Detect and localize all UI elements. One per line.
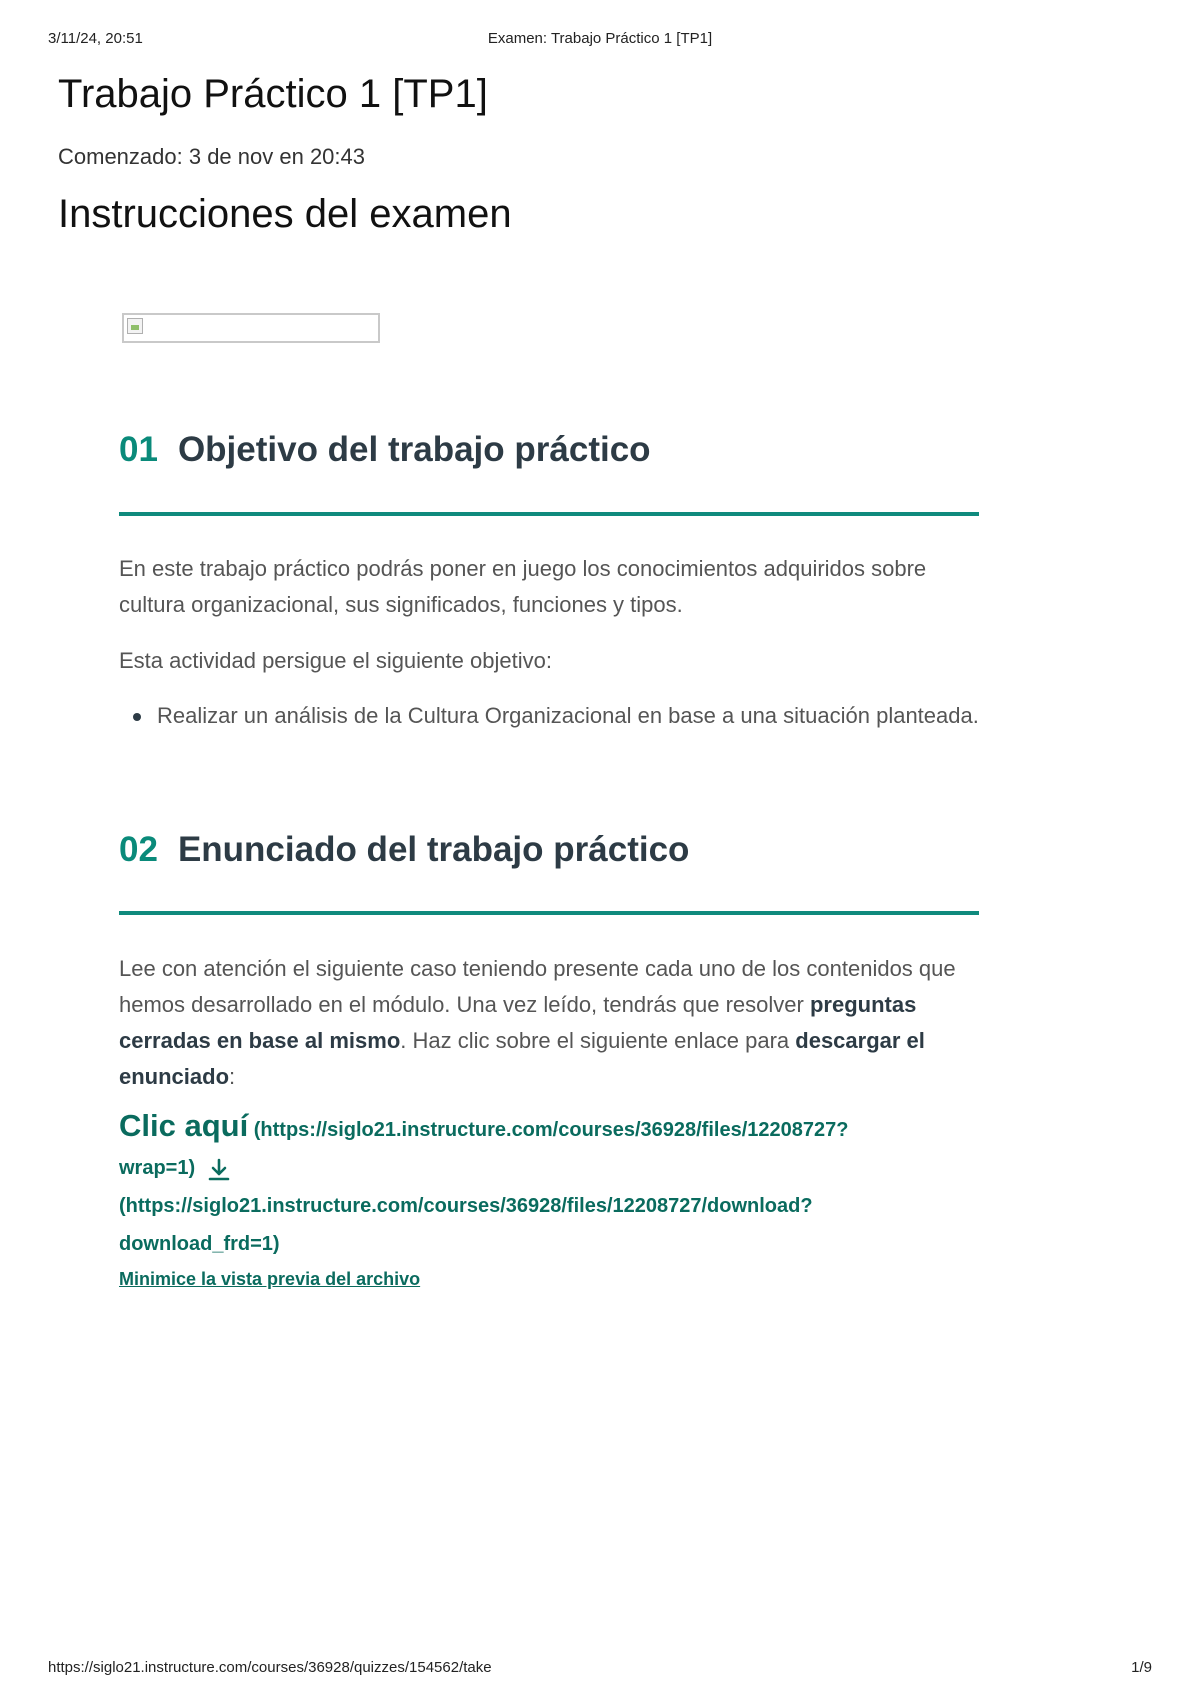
objective-list <box>119 698 979 734</box>
section-number: 02 <box>119 830 158 869</box>
section-title: Objetivo del trabajo práctico <box>177 430 651 469</box>
download-icon[interactable] <box>206 1157 232 1183</box>
broken-image-placeholder <box>122 313 380 343</box>
minimize-preview-link[interactable]: Minimice la vista previa del archivo <box>119 1269 421 1289</box>
print-footer <box>48 1659 1152 1681</box>
print-date: 3/11/24, 20:51 <box>48 30 143 47</box>
file-url-link[interactable]: (https://siglo21.instructure.com/courses/36928/files/12208727? <box>248 1119 849 1141</box>
section-divider <box>119 911 979 915</box>
page-number: 1/9 <box>1131 1659 1152 1676</box>
print-header <box>48 30 1152 52</box>
bold-closed-questions: preguntas cerradas en base al mismo <box>119 992 917 1053</box>
print-url: https://siglo21.instructure.com/courses/36928/quizzes/154562/take <box>48 1659 492 1676</box>
download-url-link[interactable]: (https://siglo21.instructure.com/courses/36928/files/12208727/download? <box>119 1195 813 1217</box>
print-doc-title: Examen: Trabajo Práctico 1 [TP1] <box>487 30 713 47</box>
started-timestamp: Comenzado: 3 de nov en 20:43 <box>58 144 366 169</box>
objective-intro: Esta actividad persigue el siguiente objetivo: <box>119 648 552 673</box>
section-heading-objective <box>119 430 651 470</box>
section-number: 01 <box>119 430 158 469</box>
section-divider <box>119 512 979 516</box>
download-url-link-cont[interactable]: download_frd=1) <box>119 1233 280 1255</box>
section-title: Enunciado del trabajo práctico <box>177 830 690 869</box>
bold-download-statement: descargar el enunciado <box>119 1028 925 1089</box>
objective-paragraph: En este trabajo práctico podrás poner en juego los conocimientos adquiridos sobre cultura organizacional, sus significados, funciones y tipos. <box>119 556 927 617</box>
download-links <box>119 1108 979 1290</box>
section-heading-statement <box>119 830 689 870</box>
file-url-link-cont[interactable]: wrap=1) <box>119 1157 196 1179</box>
instructions-title: Instrucciones del examen <box>58 192 512 236</box>
file-link[interactable]: Clic aquí <box>119 1108 249 1143</box>
statement-paragraph: Lee con atención el siguiente caso teniendo presente cada uno de los contenidos que hemos desarrollado en el módulo. Una vez leído, tendrás que resolver preguntas cerradas en base al mismo. Haz clic sobre el siguiente enlace para descargar el enunciado: <box>119 956 956 1089</box>
bullet-icon <box>133 713 141 721</box>
page-title: Trabajo Práctico 1 [TP1] <box>58 72 488 116</box>
list-item: Realizar un análisis de la Cultura Organizacional en base a una situación planteada. <box>119 698 979 734</box>
broken-image-icon <box>127 318 143 334</box>
